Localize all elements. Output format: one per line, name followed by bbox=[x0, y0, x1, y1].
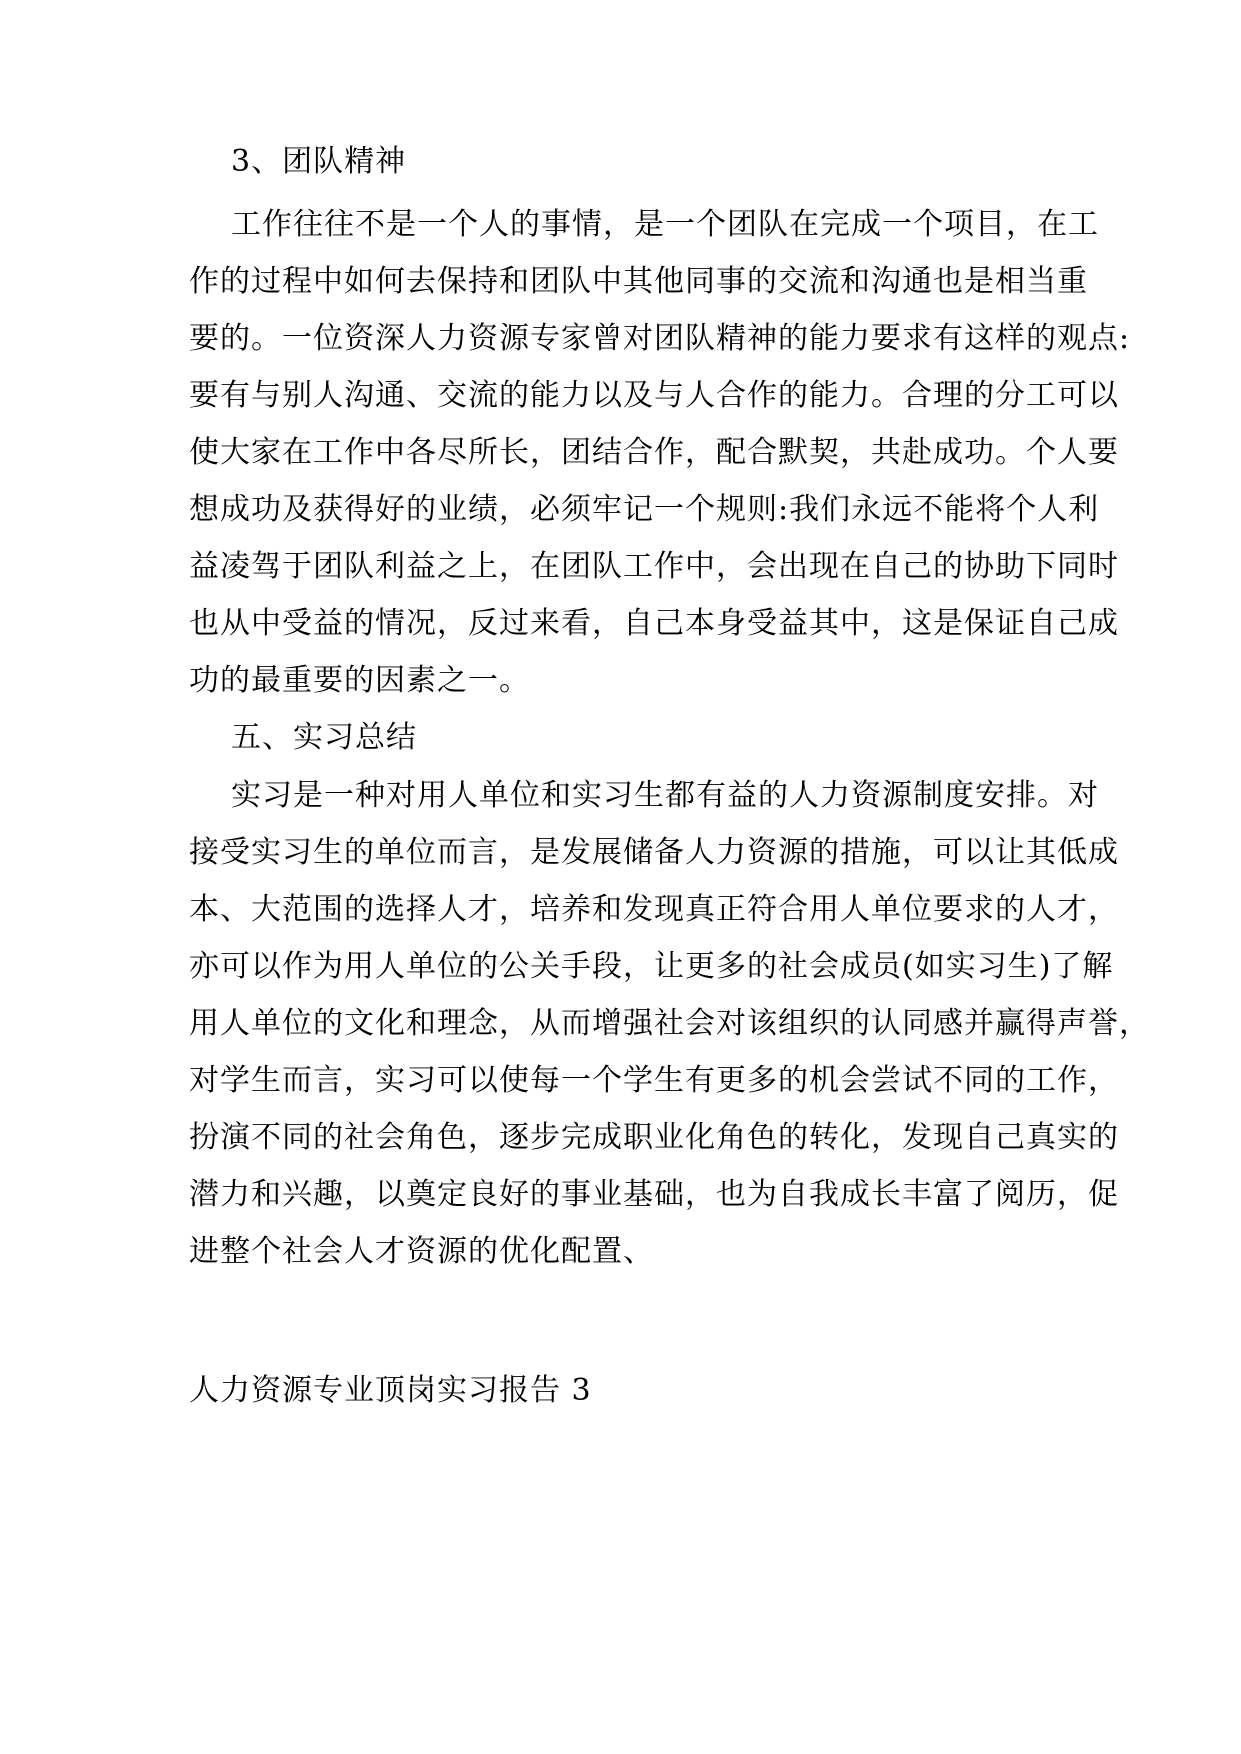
paragraph-line: 实习是一种对用人单位和实习生都有益的人力资源制度安排。对 bbox=[231, 778, 1099, 813]
paragraph-line: 使大家在工作中各尽所长，团结合作，配合默契，共赴成功。个人要 bbox=[189, 435, 1119, 470]
paragraph-line: 益凌驾于团队利益之上，在团队工作中，会出现在自己的协助下同时 bbox=[189, 549, 1119, 584]
paragraph-line: 接受实习生的单位而言，是发展储备人力资源的措施，可以让其低成 bbox=[189, 835, 1119, 870]
paragraph-line: 用人单位的文化和理念，从而增强社会对该组织的认同感并赢得声誉， bbox=[189, 1006, 1150, 1041]
paragraph-line: 对学生而言，实习可以使每一个学生有更多的机会尝试不同的工作， bbox=[189, 1063, 1119, 1098]
paragraph-line: 工作往往不是一个人的事情，是一个团队在完成一个项目，在工 bbox=[231, 207, 1099, 242]
paragraph-line: 功的最重要的因素之一。 bbox=[189, 663, 530, 698]
paragraph-line: 亦可以作为用人单位的公关手段，让更多的社会成员(如实习生)了解 bbox=[189, 949, 1114, 984]
section-heading-team-spirit: 3、团队精神 bbox=[231, 144, 407, 179]
paragraph-line: 要的。一位资深人力资源专家曾对团队精神的能力要求有这样的观点: bbox=[189, 321, 1131, 356]
paragraph-line: 要有与别人沟通、交流的能力以及与人合作的能力。合理的分工可以 bbox=[189, 378, 1119, 413]
paragraph-line: 想成功及获得好的业绩，必须牢记一个规则:我们永远不能将个人利 bbox=[189, 492, 1100, 527]
next-report-title: 人力资源专业顶岗实习报告 3 bbox=[189, 1373, 592, 1408]
paragraph-line: 潜力和兴趣，以奠定良好的事业基础，也为自我成长丰富了阅历，促 bbox=[189, 1177, 1119, 1212]
paragraph-line: 扮演不同的社会角色，逐步完成职业化角色的转化，发现自己真实的 bbox=[189, 1120, 1119, 1155]
paragraph-line: 进整个社会人才资源的优化配置、 bbox=[189, 1234, 654, 1269]
paragraph-line: 也从中受益的情况，反过来看，自己本身受益其中，这是保证自己成 bbox=[189, 606, 1119, 641]
paragraph-line: 本、大范围的选择人才，培养和发现真正符合用人单位要求的人才， bbox=[189, 892, 1119, 927]
paragraph-line: 作的过程中如何去保持和团队中其他同事的交流和沟通也是相当重 bbox=[189, 264, 1088, 299]
section-heading-summary: 五、实习总结 bbox=[231, 720, 417, 755]
